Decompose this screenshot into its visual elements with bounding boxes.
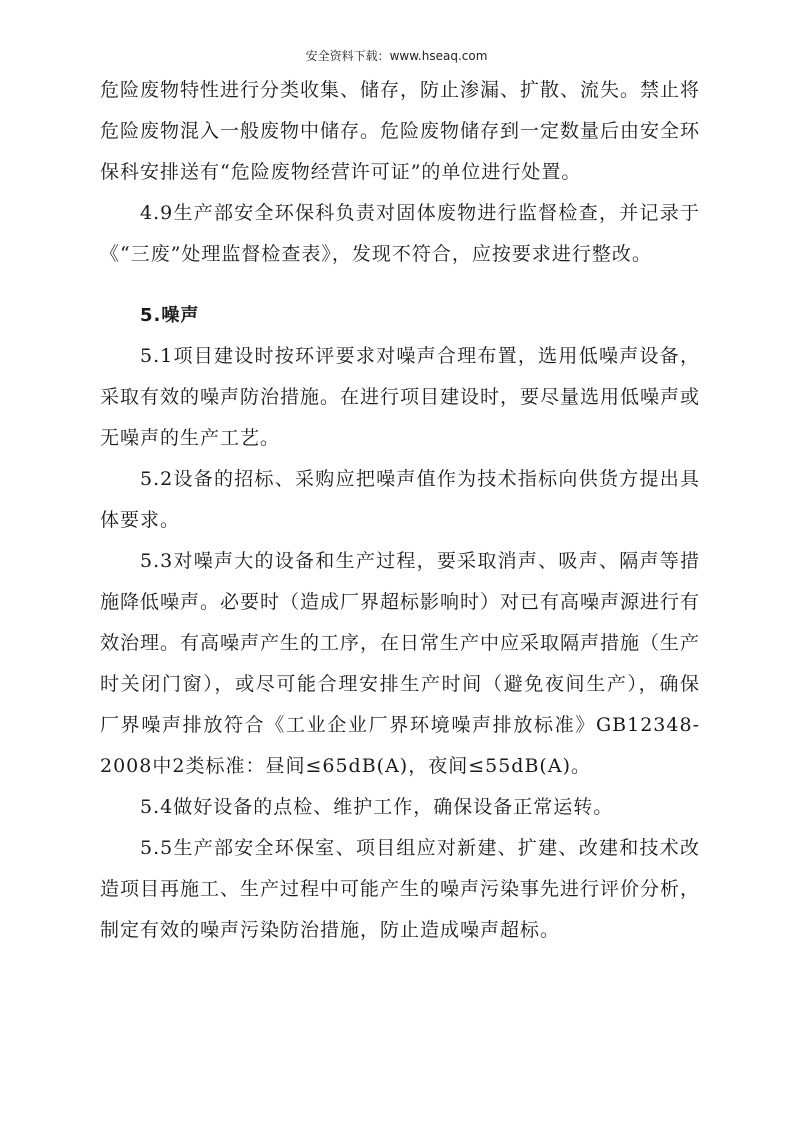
paragraph-5-5: 5.5生产部安全环保室、项目组应对新建、扩建、改建和技术改造项目再施工、生产过程中可能产生的噪声污染事先进行评价分析，制定有效的噪声污染防治措施，防止造成噪声超标。 bbox=[100, 837, 701, 941]
document-body bbox=[100, 70, 700, 951]
paragraph-5-4: 5.4做好设备的点检、维护工作，确保设备正常运转。 bbox=[140, 796, 614, 818]
paragraph-5-3: 5.3对噪声大的设备和生产过程，要采取消声、吸声、隔声等措施降低噪声。必要时（造成厂界超标影响时）对已有高噪声源进行有效治理。有高噪声产生的工序，在日常生产中应采取隔声措施（生产时关闭门窗），或尽可能合理安排生产时间（避免夜间生产），确保厂界噪声排放符合《工业企业厂界环境噪声排放标准》GB12348-2008中2类标准：昼间≤65dB(A)，夜间≤55dB(A)。 bbox=[100, 550, 701, 777]
paragraph-4-9: 4.9生产部安全环保科负责对固体废物进行监督检查，并记录于《“三废”处理监督检查表》，发现不符合，应按要求进行整改。 bbox=[100, 202, 700, 265]
paragraph-5-1: 5.1项目建设时按环评要求对噪声合理布置，选用低噪声设备，采取有效的噪声防治措施。在进行项目建设时，要尽量选用低噪声或无噪声的生产工艺。 bbox=[100, 345, 701, 449]
paragraph-5-2: 5.2设备的招标、采购应把噪声值作为技术指标向供货方提出具体要求。 bbox=[100, 468, 700, 531]
page-header: 安全资料下载：www.hseaq.com bbox=[305, 49, 488, 63]
paragraph-hazardous-waste-storage: 危险废物特性进行分类收集、储存，防止渗漏、扩散、流失。禁止将危险废物混入一般废物中储存。危险废物储存到一定数量后由安全环保科安排送有“危险废物经营许可证”的单位进行处置。 bbox=[100, 79, 701, 183]
section-heading-noise: 5.噪声 bbox=[140, 305, 200, 326]
